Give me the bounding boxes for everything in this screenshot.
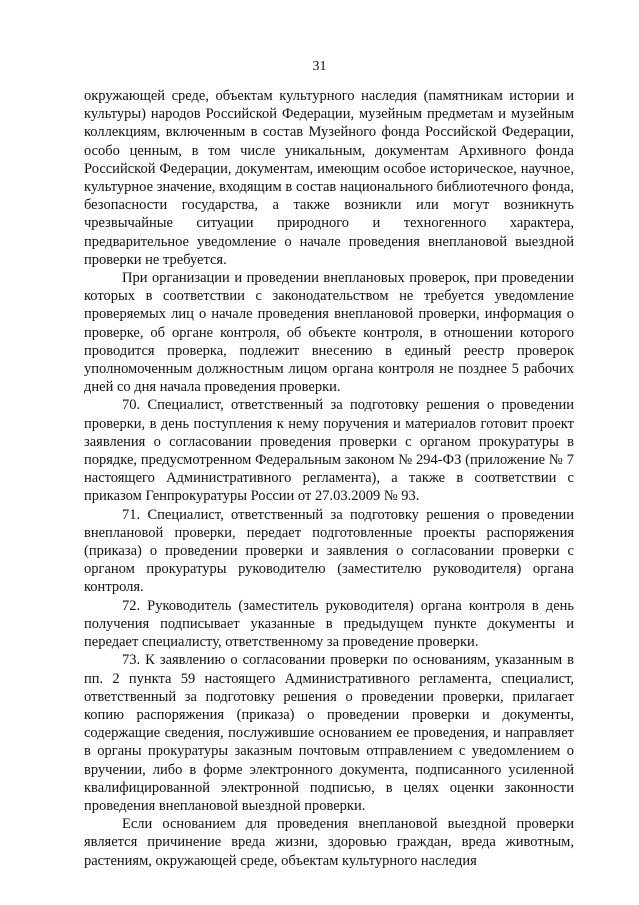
paragraph-item-70: 70. Специалист, ответственный за подготовку решения о проведении проверки, в день поступления к нему поручения и материалов готовит проект заявления о согласовании проведения проверки с органом прокуратуры в порядке, предусмотренном Федеральным законом № 294-ФЗ (приложение № 7 настоящего Административного регламента), а также в соответствии с приказом Генпрокуратуры России от 27.03.2009 № 93. xyxy=(84,397,574,505)
page-number: 31 xyxy=(312,59,327,74)
paragraph-item-72: 72. Руководитель (заместитель руководителя) органа контроля в день получения подписывает указанные в предыдущем пункте документы и передает специалисту, ответственному за проведение проверки. xyxy=(84,597,574,651)
paragraph-unscheduled-inspections: При организации и проведении внеплановых проверок, при проведении которых в соответствии с законодательством не требуется уведомление проверяемых лиц о начале проведения внеплановой проверки, информация о проверке, об органе контроля, об объекте контроля, в отношении которого проводится проверка, подлежит внесению в единый реестр проверок уполномоченным должностным лицом органа контроля не позднее 5 рабочих дней со дня начала проведения проверки. xyxy=(84,270,574,396)
paragraph-item-73: 73. К заявлению о согласовании проверки по основаниям, указанным в пп. 2 пункта 59 настоящего Административного регламента, специалист, ответственный за подготовку решения о проведении проверки, прилагает копию распоряжения (приказа) о проведении проверки и документы, содержащие сведения, послужившие основанием ее проведения, и направляет в органы прокуратуры заказным почтовым отправлением с уведомлением о вручении, либо в форме электронного документа, подписанного усиленной квалифицированной электронной подписью, в целях оценки законности проведения внеплановой выездной проверки. xyxy=(84,652,574,814)
document-body xyxy=(84,87,574,870)
paragraph-item-71: 71. Специалист, ответственный за подготовку решения о проведении внеплановой проверки, передает подготовленные проекты распоряжения (приказа) о проведении проверки и заявления о согласовании проверки с органом прокуратуры руководителю (заместителю руководителя) органа контроля. xyxy=(84,506,574,596)
paragraph-basis-for-inspection: Если основанием для проведения внеплановой выездной проверки является причинение вреда жизни, здоровью граждан, вреда животным, растениям, окружающей среде, объектам культурного наследия xyxy=(84,816,574,869)
paragraph-continuation: окружающей среде, объектам культурного наследия (памятникам истории и культуры) народов Российской Федерации, музейным предметам и музейным коллекциям, включенным в состав Музейного фонда Российской Федерации, особо ценным, в том числе уникальным, документам Архивного фонда Российской Федерации, документам, имеющим особое историческое, научное, культурное значение, входящим в состав национального библиотечного фонда, безопасности государства, а также возникли или могут возникнуть чрезвычайные ситуации природного и техногенного характера, предварительное уведомление о начале проведения внеплановой выездной проверки не требуется. xyxy=(84,88,574,268)
